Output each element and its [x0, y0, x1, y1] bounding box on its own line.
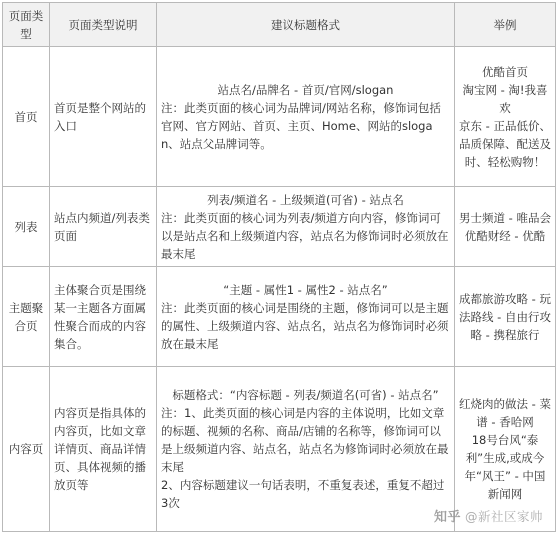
row-example [455, 187, 556, 267]
header-page-description: 页面类型说明 [50, 3, 157, 47]
table-header-row [3, 3, 556, 47]
example-line: 18号台风“泰利”生成,或成今年“风王” - 中国新闻网 [464, 433, 546, 501]
row-example [455, 47, 556, 187]
page-title-format-table [2, 2, 556, 532]
format-line: 注：1、此类页面的核心词是内容的主体说明，比如文章的标题、视频的名称、商品/店铺的名称等，修饰词可以是上级频道内容、站点名，站点名为修饰词时必须放在最末尾 [161, 406, 449, 474]
format-line: 列表/频道名 - 上级频道(可省) - 站点名 [207, 192, 404, 207]
row-description: 内容页是指具体的内容页，比如文章详情页、商品详情页、具体视频的播放页等 [50, 367, 157, 532]
row-format [157, 267, 455, 367]
row-type: 内容页 [3, 367, 50, 532]
row-type: 首页 [3, 47, 50, 187]
row-format [157, 47, 455, 187]
header-page-type: 页面类型 [3, 3, 50, 47]
header-title-format: 建议标题格式 [157, 3, 455, 47]
format-line: “主题 - 属性1 - 属性2 - 站点名” [223, 282, 388, 297]
row-description: 主体聚合页是围绕某一主题各方面属性聚合而成的内容集合。 [50, 267, 157, 367]
row-format [157, 187, 455, 267]
row-example [455, 267, 556, 367]
format-line: 2、内容标题建议一句话表明，不重复表述，重复不超过3次 [161, 478, 445, 510]
watermark-brand: 知乎 [433, 510, 461, 525]
example-line: 男士频道 - 唯品会 [459, 210, 551, 225]
example-line: 优酷财经 - 优酷 [464, 228, 546, 243]
example-line: 成都旅游攻略 - 玩法路线 - 自由行攻略 - 携程旅行 [459, 291, 551, 342]
example-line: 优酷首页 [482, 64, 528, 79]
format-line: 站点名/品牌名 - 首页/官网/slogan [217, 82, 394, 97]
row-description: 站点内频道/列表类页面 [50, 187, 157, 267]
format-line: 注：此类页面的核心词是围绕的主题，修饰词可以是主题的属性、上级频道内容、站点名，站点名为修饰词时必须放在最末尾 [161, 300, 449, 351]
row-description: 首页是整个网站的入口 [50, 47, 157, 187]
watermark-author: @新社区家帅 [464, 509, 543, 524]
format-line: 注：此类页面的核心词为品牌词/网站名称，修饰词包括官网、官方网站、首页、主页、Home、网站的slogan、站点父品牌词等。 [161, 100, 441, 151]
example-line: 红烧肉的做法 - 菜谱 - 香哈网 [459, 397, 551, 429]
example-line: 淘宝网 - 淘!我喜欢 [462, 82, 548, 115]
row-type: 列表 [3, 187, 50, 267]
row-format [157, 367, 455, 532]
header-example: 举例 [455, 3, 556, 47]
table-row [3, 47, 556, 187]
format-line: 注：此类页面的核心词为列表/频道方向内容，修饰词可以是站点名和上级频道内容，站点名为修饰词时必须放在最末尾 [161, 210, 449, 261]
zhihu-watermark [434, 506, 543, 525]
format-line: 标题格式：“内容标题 - 列表/频道名(可省) - 站点名” [172, 388, 439, 402]
table-row [3, 187, 556, 267]
example-line: 京东 - 正品低价、品质保障、配送及时、轻松购物！ [459, 118, 551, 169]
table-row [3, 267, 556, 367]
row-type: 主题聚合页 [3, 267, 50, 367]
